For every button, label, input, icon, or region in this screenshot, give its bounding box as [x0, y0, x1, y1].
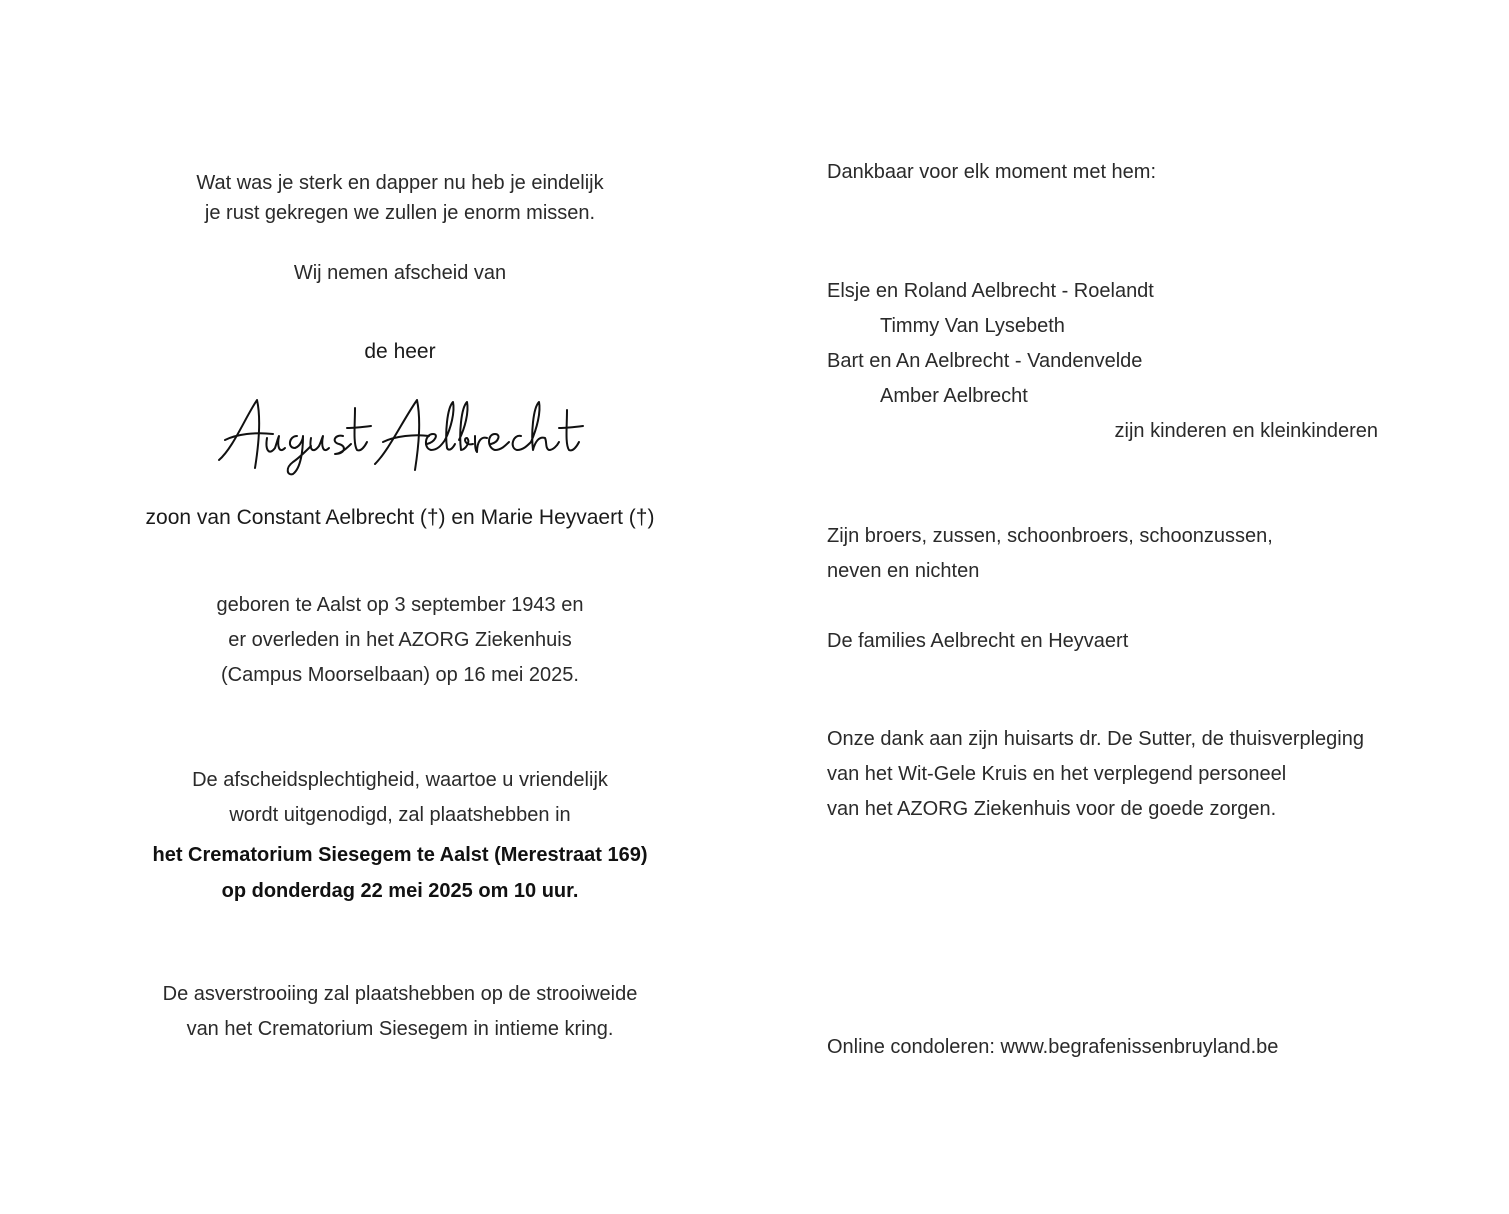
- ceremony-line-2: wordt uitgenodigd, zal plaatshebben in: [229, 804, 571, 826]
- ceremony-place: het Crematorium Siesegem te Aalst (Merestraat 169): [152, 844, 648, 866]
- salutation: de heer: [364, 340, 436, 363]
- born-line-1: geboren te Aalst op 3 september 1943 en: [216, 594, 584, 616]
- ceremony-date: op donderdag 22 mei 2025 om 10 uur.: [221, 880, 579, 902]
- ashes-line-2: van het Crematorium Siesegem in intieme kring.: [186, 1018, 614, 1040]
- siblings-line-1: Zijn broers, zussen, schoonbroers, schoonzussen,: [827, 525, 1273, 547]
- verse-line-2: je rust gekregen we zullen je enorm missen.: [204, 202, 596, 224]
- deceased-name-signature: [215, 388, 585, 484]
- condolence-line: Online condoleren: www.begrafenissenbruyland.be: [827, 1036, 1279, 1058]
- born-line-2: er overleden in het AZORG Ziekenhuis: [228, 629, 572, 651]
- thanks-line-1: Onze dank aan zijn huisarts dr. De Sutter, de thuisverpleging: [827, 728, 1364, 750]
- thanks-line-2: van het Wit-Gele Kruis en het verplegend personeel: [827, 763, 1287, 785]
- grateful-line: Dankbaar voor elk moment met hem:: [827, 161, 1157, 183]
- family-line-2: Bart en An Aelbrecht - Vandenvelde: [827, 350, 1143, 372]
- grandchild-line-1: Timmy Van Lysebeth: [880, 315, 1065, 337]
- intro-text: Wij nemen afscheid van: [293, 262, 507, 284]
- family-line-1: Elsje en Roland Aelbrecht - Roelandt: [827, 280, 1154, 302]
- parents-line: zoon van Constant Aelbrecht (†) en Marie Heyvaert (†): [145, 506, 655, 529]
- ashes-line-1: De asverstrooiing zal plaatshebben op de strooiweide: [162, 983, 638, 1005]
- thanks-line-3: van het AZORG Ziekenhuis voor de goede zorgen.: [827, 798, 1277, 820]
- children-caption: zijn kinderen en kleinkinderen: [1114, 420, 1378, 442]
- siblings-line-2: neven en nichten: [827, 560, 980, 582]
- grandchild-line-2: Amber Aelbrecht: [880, 385, 1028, 407]
- verse-line-1: Wat was je sterk en dapper nu heb je eindelijk: [196, 172, 604, 194]
- ceremony-line-1: De afscheidsplechtigheid, waartoe u vriendelijk: [192, 769, 608, 791]
- born-line-3: (Campus Moorselbaan) op 16 mei 2025.: [221, 664, 579, 686]
- families-line: De families Aelbrecht en Heyvaert: [827, 630, 1129, 652]
